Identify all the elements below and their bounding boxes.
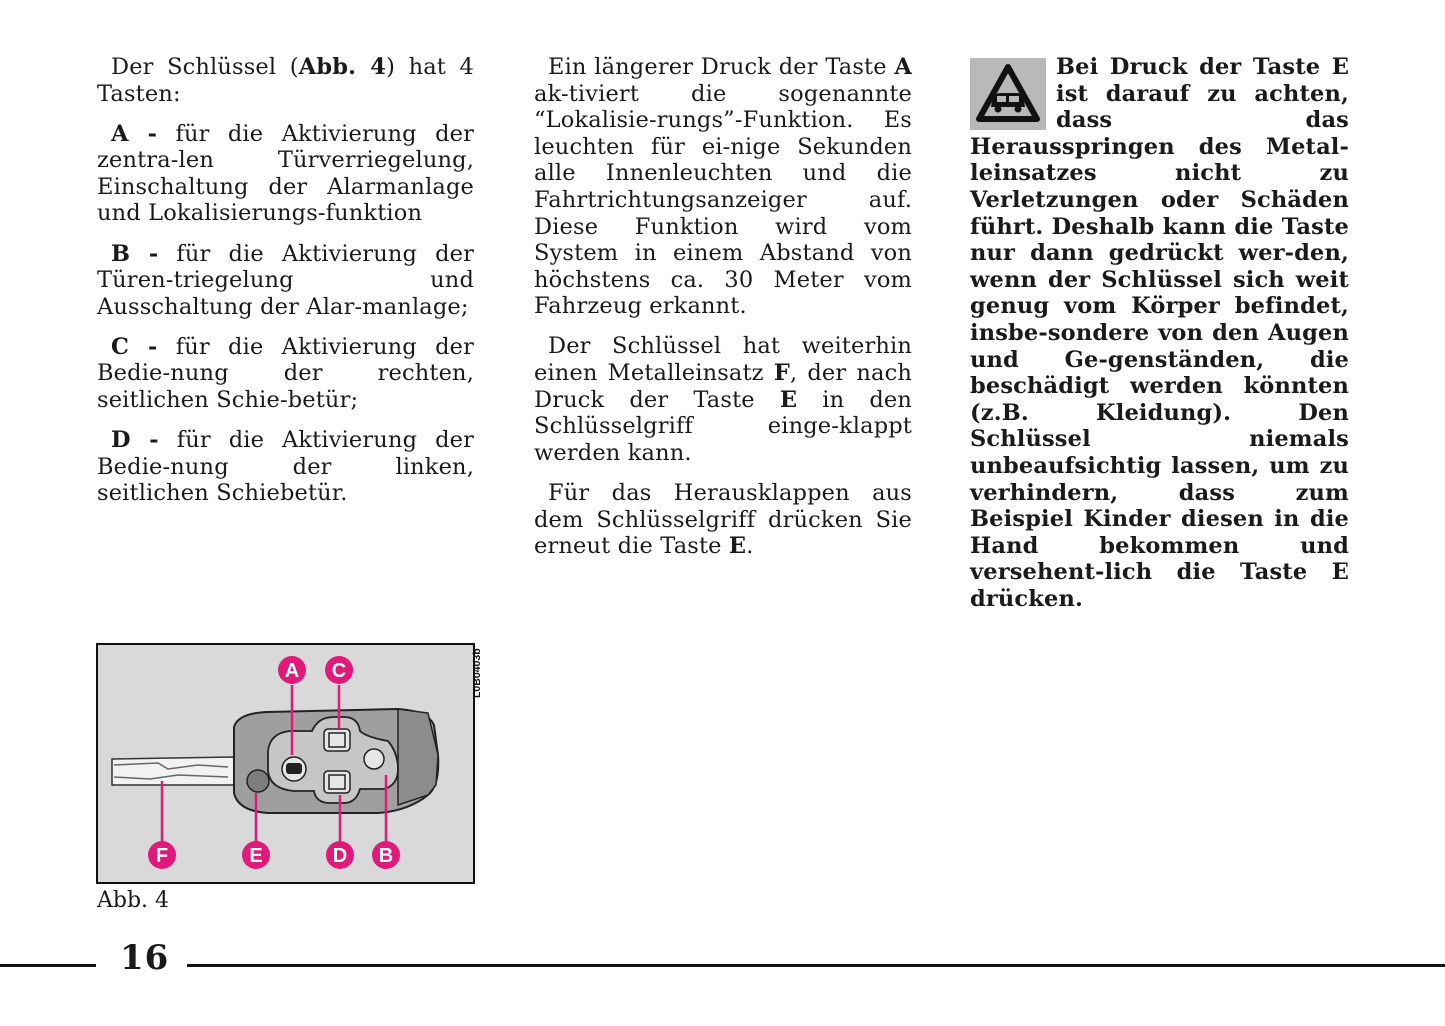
label-f: F xyxy=(155,845,169,867)
metal-insert-paragraph: Der Schlüssel hat weiterhin einen Metalleinsatz F, der nach Druck der Taste E in den Schlüsselgriff einge-klappt werden kann. xyxy=(534,333,912,466)
item-b: B - für die Aktivierung der Türen-triegelung und Ausschaltung der Alar-manlage; xyxy=(97,240,475,320)
label-b: B xyxy=(378,845,394,867)
label-e: E xyxy=(249,845,263,867)
label-c: C xyxy=(331,660,347,682)
footer-rule-right xyxy=(187,964,1445,967)
label-a: A xyxy=(284,660,300,682)
figure-caption: Abb. 4 xyxy=(97,888,170,913)
left-column xyxy=(97,54,474,520)
item-a: A - für die Aktivierung der zentra-len Türverriegelung, Einschaltung der Alarmanlage und Lokalisierungs-funktion xyxy=(97,120,474,227)
warning-text: Bei Druck der Taste E ist darauf zu achten, dass das Herausspringen des Metal-leinsatzes nicht zu Verletzungen oder Schäden führt. Deshalb kann die Taste nur dann gedrückt wer-den, wenn der Schlüssel sich weit genug vom Körper befindet, insbe-sondere von den Augen und Ge-genständen, die beschädigt werden könnten (z.B. Kleidung). Den Schlüssel niemals unbeaufsichtig lassen, um zu verhindern, dass zum Beispiel Kinder diesen in die Hand bekommen und versehent-lich die Taste E drücken. xyxy=(970,54,1349,612)
warning-column xyxy=(970,54,1349,612)
figure-code: L0B0403b xyxy=(471,648,483,698)
footer-rule-left xyxy=(0,964,96,967)
item-c: C - für die Aktivierung der Bedie-nung der rechten, seitlichen Schie-betür; xyxy=(97,333,475,414)
warning-car-icon xyxy=(970,58,1046,130)
middle-column xyxy=(534,54,912,573)
page-number: 16 xyxy=(120,938,170,978)
fold-out-paragraph: Für das Herausklappen aus dem Schlüsselgriff drücken Sie erneut die Taste E. xyxy=(534,479,912,560)
key-figure xyxy=(96,643,475,884)
localization-paragraph: Ein längerer Druck der Taste A ak-tiviert die sogenannte “Lokalisie-rungs”-Funktion. Es leuchten für ei-nige Sekunden alle Innenleuchten und die Fahrtrichtungsanzeiger auf. Diese Funktion wird vom System in einem Abstand von höchstens ca. 30 Meter vom Fahrzeug erkannt. xyxy=(534,54,912,320)
key-illustration xyxy=(98,645,473,882)
intro-paragraph: Der Schlüssel (Abb. 4) hat 4 Tasten: xyxy=(97,54,474,107)
label-d: D xyxy=(332,845,348,867)
item-d: D - für die Aktivierung der Bedie-nung der linken, seitlichen Schiebetür. xyxy=(97,427,474,507)
